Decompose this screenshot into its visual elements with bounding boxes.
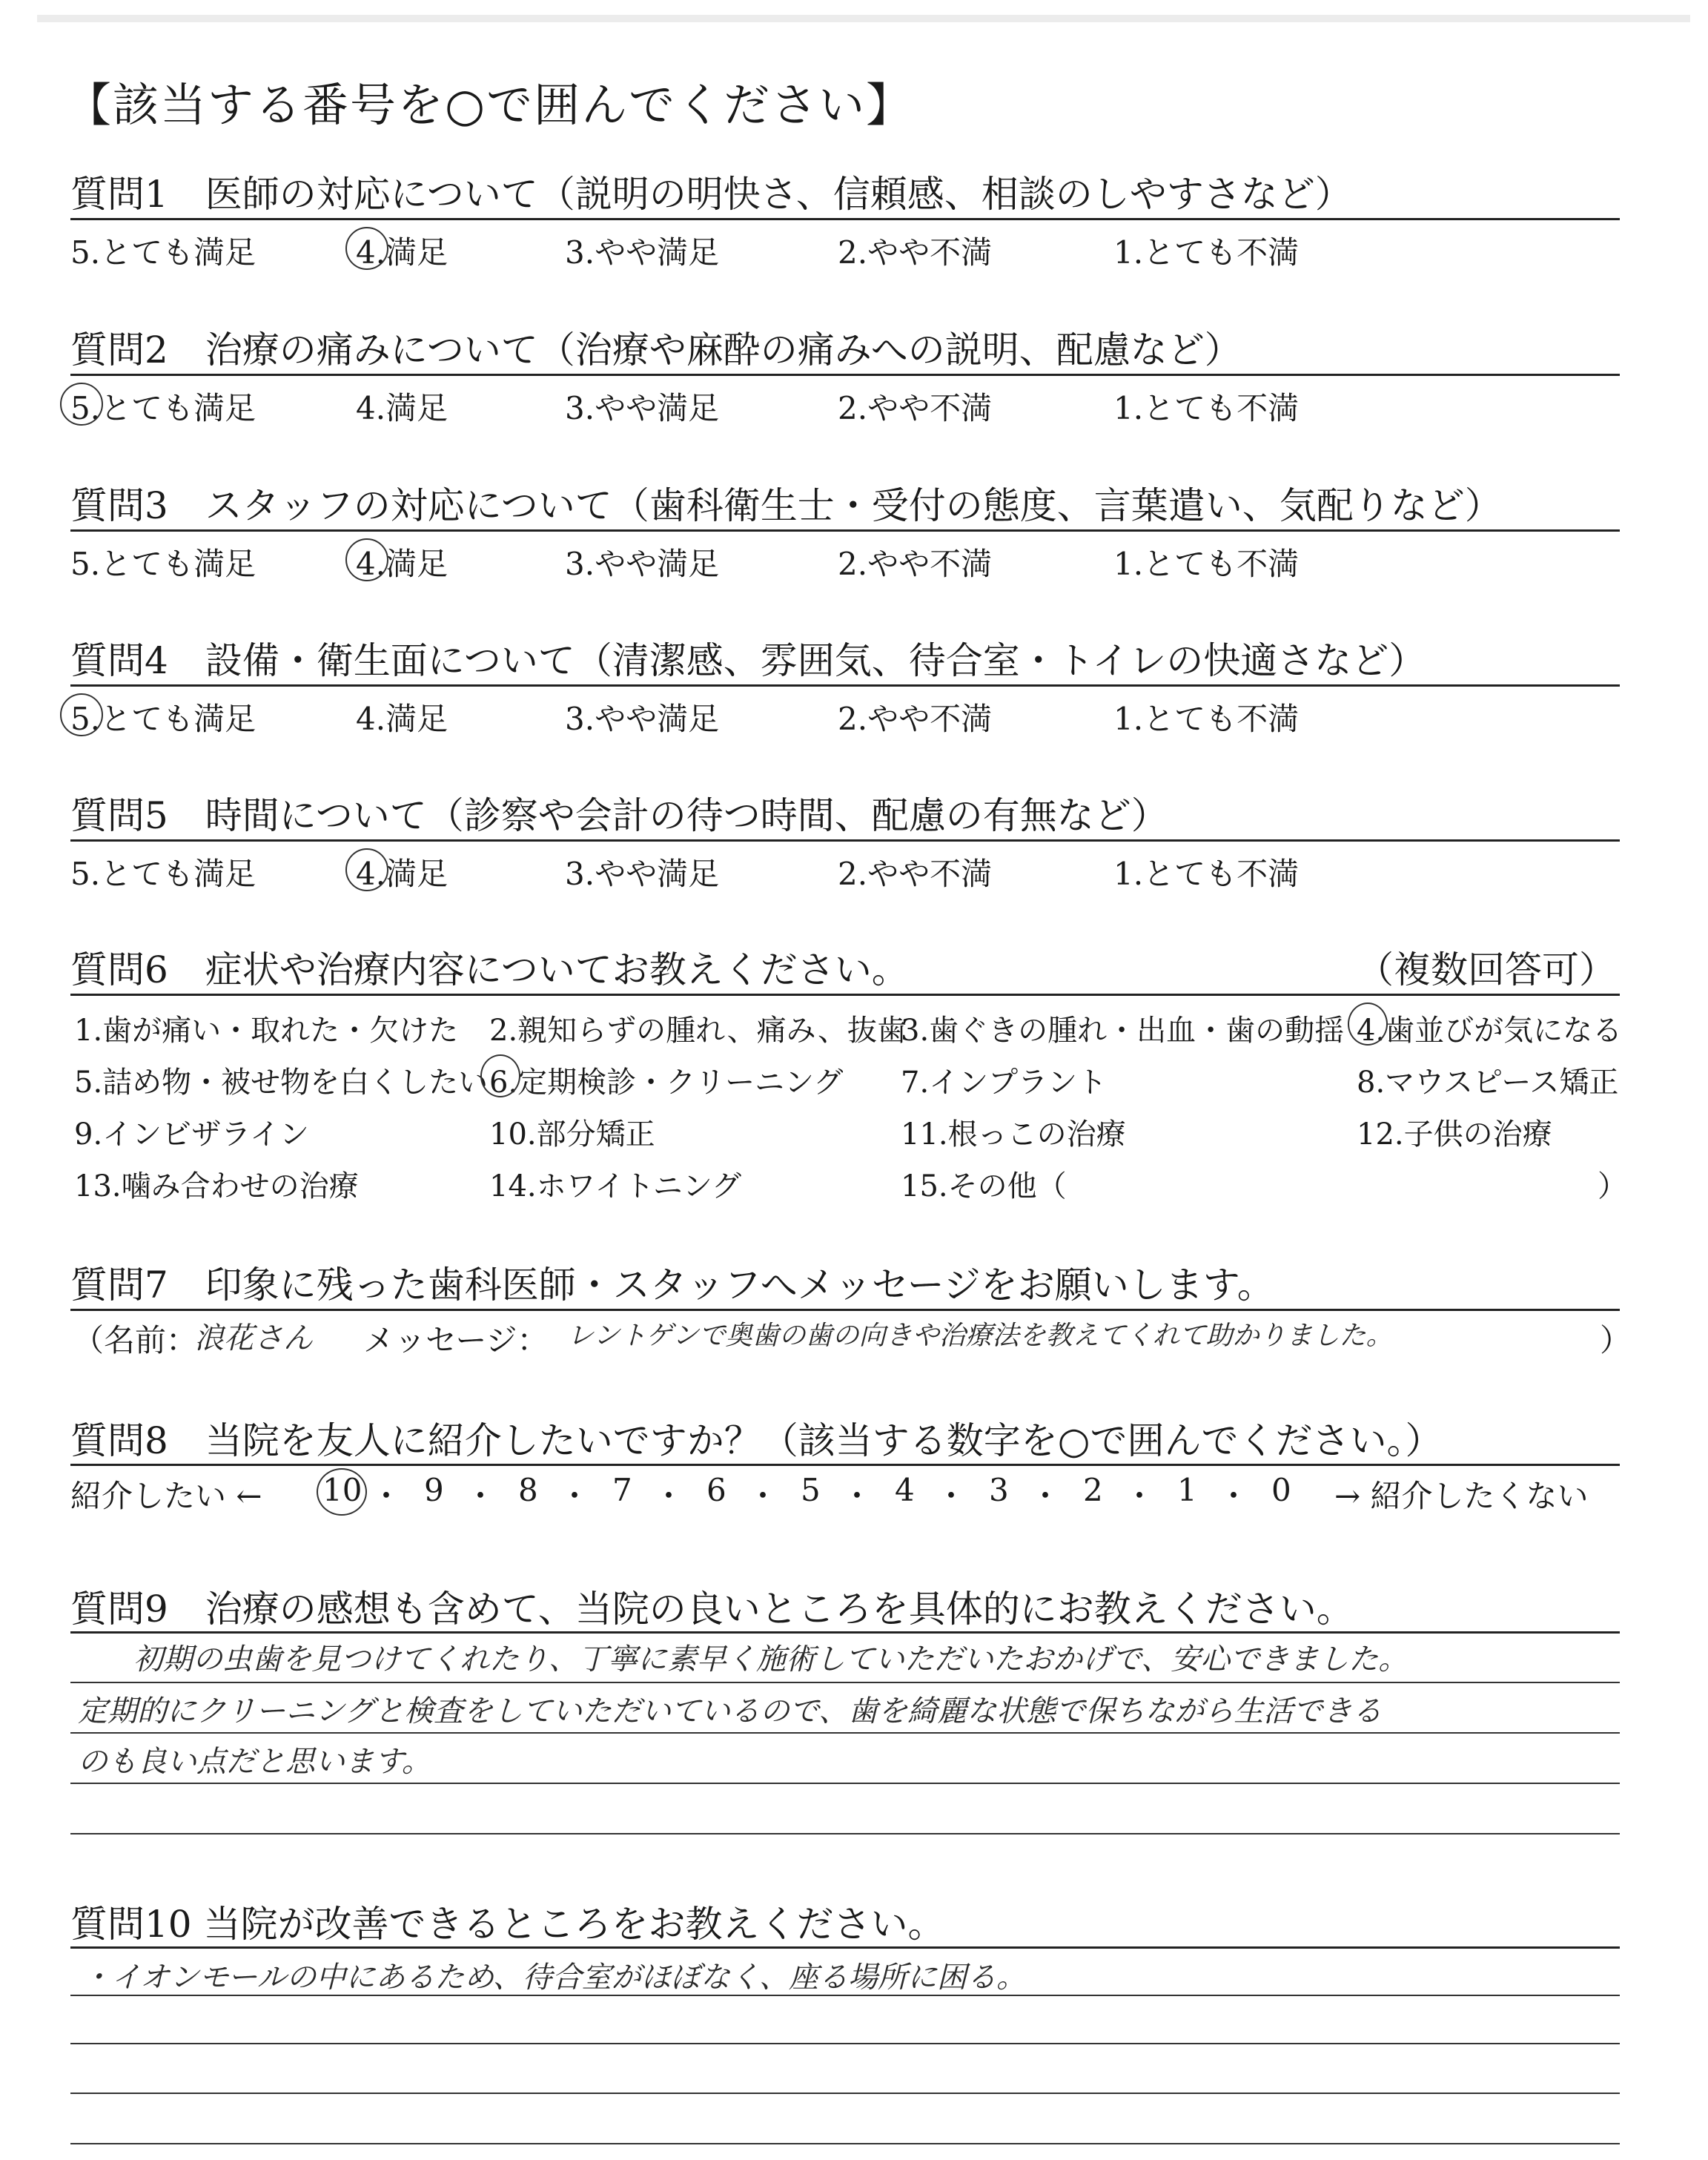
q2-option-5[interactable]: 5.とても満足 xyxy=(70,390,256,426)
q4-option-4[interactable]: 4.満足 xyxy=(356,701,448,737)
q9-writing-line xyxy=(70,1783,1620,1784)
q6-option[interactable]: 12.子供の治療 xyxy=(1357,1117,1552,1152)
q8-separator: ・ xyxy=(465,1478,497,1514)
q6-option[interactable]: 4.歯並びが気になる xyxy=(1357,1014,1623,1048)
q7-name-value[interactable]: 浪花さん xyxy=(194,1321,313,1355)
selection-circle xyxy=(60,383,103,426)
q8-separator: ・ xyxy=(653,1478,685,1514)
q6-option[interactable]: 8.マウスピース矯正 xyxy=(1357,1066,1619,1100)
q2-rule xyxy=(70,374,1620,376)
q10-rule xyxy=(70,1946,1620,1949)
q6-option[interactable]: 6.定期検診・クリーニング xyxy=(489,1066,844,1100)
q7-message-label: メッセージ： xyxy=(363,1322,549,1358)
q8-number[interactable]: 9 xyxy=(424,1472,444,1508)
q1-rule xyxy=(70,218,1620,220)
q2-label: 質問2 治療の痛みについて（治療や麻酔の痛みへの説明、配慮など） xyxy=(70,328,1242,371)
q3-label: 質問3 スタッフの対応について（歯科衛生士・受付の態度、言葉遣い、気配りなど） xyxy=(70,484,1502,527)
q3-option-1[interactable]: 1.とても不満 xyxy=(1113,546,1300,582)
q8-label: 質問8 当院を友人に紹介したいですか？（該当する数字を○で囲んでください。） xyxy=(70,1419,1443,1462)
selection-circle xyxy=(345,227,388,270)
scan-top-edge xyxy=(37,15,1690,22)
q1-option-5[interactable]: 5.とても満足 xyxy=(70,234,256,271)
q6-option: ） xyxy=(1598,1169,1627,1203)
q5-option-5[interactable]: 5.とても満足 xyxy=(70,856,256,892)
q2-option-2[interactable]: 2.やや不満 xyxy=(838,390,993,426)
q4-option-3[interactable]: 3.やや満足 xyxy=(565,701,720,737)
q4-option-1[interactable]: 1.とても不満 xyxy=(1113,701,1300,737)
page-title: 【該当する番号を○で囲んでください】 xyxy=(65,78,914,132)
q9-rule xyxy=(70,1631,1620,1634)
q9-writing-line xyxy=(70,1833,1620,1834)
q1-option-3[interactable]: 3.やや満足 xyxy=(565,234,720,271)
q2-option-4[interactable]: 4.満足 xyxy=(356,390,448,426)
q8-number[interactable]: 2 xyxy=(1083,1472,1103,1508)
q8-number[interactable]: 5 xyxy=(801,1472,821,1508)
q6-rule xyxy=(70,994,1620,996)
q6-note: （複数回答可） xyxy=(1357,948,1616,991)
q10-writing-line xyxy=(70,2143,1620,2144)
q5-rule xyxy=(70,839,1620,842)
q6-option[interactable]: 9.インビザライン xyxy=(74,1117,309,1152)
q3-option-2[interactable]: 2.やや不満 xyxy=(838,546,993,582)
q3-option-5[interactable]: 5.とても満足 xyxy=(70,546,256,582)
selection-circle xyxy=(60,693,103,736)
q4-option-5[interactable]: 5.とても満足 xyxy=(70,701,256,737)
q5-option-1[interactable]: 1.とても不満 xyxy=(1113,856,1300,892)
q6-option[interactable]: 7.インプラント xyxy=(901,1066,1108,1100)
q2-option-1[interactable]: 1.とても不満 xyxy=(1113,390,1300,426)
q3-option-3[interactable]: 3.やや満足 xyxy=(565,546,720,582)
q3-option-4[interactable]: 4.満足 xyxy=(356,546,448,582)
q6-option[interactable]: 14.ホワイトニング xyxy=(489,1169,742,1203)
selection-circle xyxy=(1348,1003,1388,1046)
q8-separator: ・ xyxy=(1218,1478,1250,1514)
q2-option-3[interactable]: 3.やや満足 xyxy=(565,390,720,426)
q8-number[interactable]: 3 xyxy=(989,1472,1009,1508)
q10-label: 質問10 当院が改善できるところをお教えください。 xyxy=(70,1903,945,1946)
q10-answer-line[interactable]: ・イオンモールの中にあるため、待合室がほぼなく、座る場所に困る。 xyxy=(82,1961,1026,1995)
q8-number[interactable]: 4 xyxy=(895,1472,915,1508)
q1-option-4[interactable]: 4.満足 xyxy=(356,234,448,271)
q9-answer-line[interactable]: 初期の虫歯を見つけてくれたり、丁寧に素早く施術していただいたおかげで、安心できました。 xyxy=(133,1642,1409,1677)
q7-name-label: （名前： xyxy=(73,1322,198,1358)
q9-answer-line[interactable]: 定期的にクリーニングと検査をしていただいているので、歯を綺麗な状態で保ちながら生活できる xyxy=(78,1694,1383,1728)
q6-option[interactable]: 10.部分矯正 xyxy=(489,1117,655,1152)
q8-separator: ・ xyxy=(841,1478,873,1514)
q8-number[interactable]: 1 xyxy=(1177,1472,1197,1508)
q7-message-value[interactable]: レントゲンで奥歯の歯の向きや治療法を教えてくれて助かりました。 xyxy=(567,1321,1393,1351)
q1-label: 質問1 医師の対応について（説明の明快さ、信頼感、相談のしやすさなど） xyxy=(70,173,1352,216)
q1-option-1[interactable]: 1.とても不満 xyxy=(1113,234,1300,271)
q6-option[interactable]: 5.詰め物・被せ物を白くしたい xyxy=(74,1066,489,1100)
q8-separator: ・ xyxy=(747,1478,779,1514)
q5-label: 質問5 時間について（診察や会計の待つ時間、配慮の有無など） xyxy=(70,794,1168,837)
q4-option-2[interactable]: 2.やや不満 xyxy=(838,701,993,737)
q9-writing-line xyxy=(70,1732,1620,1734)
q8-separator: ・ xyxy=(1124,1478,1156,1514)
q6-option[interactable]: 11.根っこの治療 xyxy=(901,1117,1126,1152)
q7-close-paren: ） xyxy=(1600,1322,1632,1358)
selection-circle xyxy=(480,1054,520,1097)
q4-rule xyxy=(70,684,1620,687)
q7-rule xyxy=(70,1309,1620,1311)
q8-number[interactable]: 7 xyxy=(612,1472,632,1508)
q9-label: 質問9 治療の感想も含めて、当院の良いところを具体的にお教えください。 xyxy=(70,1588,1354,1631)
q6-label: 質問6 症状や治療内容についてお教えください。 xyxy=(70,948,909,991)
q8-number[interactable]: 6 xyxy=(706,1472,726,1508)
q1-option-2[interactable]: 2.やや不満 xyxy=(838,234,993,271)
q5-option-4[interactable]: 4.満足 xyxy=(356,856,448,892)
q8-separator: ・ xyxy=(559,1478,591,1514)
q6-option[interactable]: 15.その他（ xyxy=(901,1169,1067,1203)
selection-circle xyxy=(345,538,388,581)
q8-separator: ・ xyxy=(371,1478,403,1514)
q8-number[interactable]: 10 xyxy=(322,1472,363,1508)
selection-circle xyxy=(345,848,388,891)
q9-answer-line[interactable]: のも良い点だと思います。 xyxy=(78,1745,431,1779)
q8-separator: ・ xyxy=(1030,1478,1062,1514)
selection-circle xyxy=(317,1468,367,1516)
q8-left-label: 紹介したい ← xyxy=(70,1478,262,1514)
q4-label: 質問4 設備・衛生面について（清潔感、雰囲気、待合室・トイレの快適さなど） xyxy=(70,639,1426,682)
q6-option[interactable]: 2.親知らずの腫れ、痛み、抜歯 xyxy=(489,1014,907,1048)
q9-writing-line xyxy=(70,1682,1620,1683)
q8-right-label: → 紹介したくない xyxy=(1334,1478,1589,1514)
q6-option[interactable]: 1.歯が痛い・取れた・欠けた xyxy=(74,1014,459,1048)
q3-rule xyxy=(70,529,1620,532)
q8-number[interactable]: 8 xyxy=(518,1472,538,1508)
q10-writing-line xyxy=(70,2093,1620,2094)
q8-number[interactable]: 0 xyxy=(1271,1472,1291,1508)
q7-label: 質問7 印象に残った歯科医師・スタッフへメッセージをお願いします。 xyxy=(70,1264,1274,1307)
q6-option[interactable]: 13.噛み合わせの治療 xyxy=(74,1169,359,1203)
q6-option[interactable]: 3.歯ぐきの腫れ・出血・歯の動揺 xyxy=(901,1014,1345,1048)
q8-separator: ・ xyxy=(936,1478,967,1514)
q5-option-3[interactable]: 3.やや満足 xyxy=(565,856,720,892)
q5-option-2[interactable]: 2.やや不満 xyxy=(838,856,993,892)
q10-writing-line xyxy=(70,2043,1620,2044)
q8-rule xyxy=(70,1464,1620,1466)
